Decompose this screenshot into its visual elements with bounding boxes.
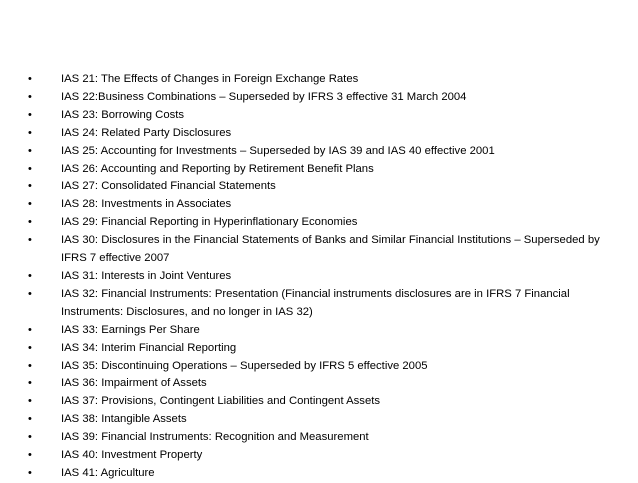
list-item-text: IAS 30: Disclosures in the Financial Statements of Banks and Similar Financial Institutions – Superseded by IFRS 7 effective 2007 [61, 234, 600, 265]
bullet-icon: • [28, 162, 32, 175]
list-item-text: IAS 35: Discontinuing Operations – Superseded by IFRS 5 effective 2005 [61, 359, 428, 372]
list-item-text: IAS 34: Interim Financial Reporting [61, 341, 237, 354]
list-item-text: IAS 37: Provisions, Contingent Liabilities and Contingent Assets [61, 395, 381, 408]
bullet-icon: • [28, 377, 32, 390]
bullet-icon: • [28, 108, 32, 121]
list-item [28, 322, 618, 340]
bullet-icon: • [28, 413, 32, 426]
list-item-text: IAS 25: Accounting for Investments – Superseded by IAS 39 and IAS 40 effective 2001 [61, 144, 495, 157]
list-item [28, 232, 618, 268]
list-item-text: IAS 33: Earnings Per Share [61, 323, 200, 336]
bullet-icon: • [28, 449, 32, 462]
list-item [28, 71, 618, 89]
list-item [28, 107, 618, 125]
list-item [28, 286, 618, 322]
list-item [28, 143, 618, 161]
list-item [28, 429, 618, 447]
list-item-text: IAS 24: Related Party Disclosures [61, 126, 232, 139]
list-item-text: IAS 28: Investments in Associates [61, 198, 232, 211]
bullet-icon: • [28, 90, 32, 103]
list-item [28, 465, 618, 483]
list-item [28, 375, 618, 393]
list-item-text: IAS 38: Intangible Assets [61, 413, 187, 426]
list-item-text: IAS 22:Business Combinations – Superseded by IFRS 3 effective 31 March 2004 [61, 90, 467, 103]
list-item-text: IAS 23: Borrowing Costs [61, 108, 185, 121]
list-item [28, 447, 618, 465]
standards-bullet-list [28, 71, 618, 483]
list-item [28, 340, 618, 358]
list-item-text: IAS 41: Agriculture [61, 466, 155, 479]
bullet-icon: • [28, 287, 32, 300]
list-item [28, 411, 618, 429]
bullet-icon: • [28, 144, 32, 157]
bullet-icon: • [28, 180, 32, 193]
list-item [28, 393, 618, 411]
list-item [28, 161, 618, 179]
list-item [28, 178, 618, 196]
bullet-icon: • [28, 234, 32, 247]
list-item [28, 358, 618, 376]
bullet-icon: • [28, 126, 32, 139]
list-item [28, 214, 618, 232]
bullet-icon: • [28, 216, 32, 229]
list-item-text: IAS 27: Consolidated Financial Statements [61, 180, 276, 193]
bullet-icon: • [28, 198, 32, 211]
list-item [28, 89, 618, 107]
bullet-icon: • [28, 431, 32, 444]
list-item-text: IAS 26: Accounting and Reporting by Retirement Benefit Plans [61, 162, 374, 175]
bullet-icon: • [28, 466, 32, 479]
bullet-icon: • [28, 341, 32, 354]
list-item-text: IAS 39: Financial Instruments: Recognition and Measurement [61, 431, 369, 444]
list-item-text: IAS 36: Impairment of Assets [61, 377, 207, 390]
list-item [28, 125, 618, 143]
list-item-text: IAS 40: Investment Property [61, 449, 203, 462]
bullet-icon: • [28, 269, 32, 282]
list-item-text: IAS 29: Financial Reporting in Hyperinflationary Economies [61, 216, 358, 229]
list-item [28, 196, 618, 214]
bullet-icon: • [28, 73, 32, 85]
list-item [28, 268, 618, 286]
list-item-text: IAS 31: Interests in Joint Ventures [61, 269, 232, 282]
bullet-icon: • [28, 395, 32, 408]
bullet-icon: • [28, 323, 32, 336]
bullet-icon: • [28, 359, 32, 372]
list-item-text: IAS 21: The Effects of Changes in Foreign Exchange Rates [61, 73, 359, 85]
list-item-text: IAS 32: Financial Instruments: Presentation (Financial instruments disclosures are in IFRS 7 Financial Instruments: Disclosures, and no longer in IAS 32) [61, 287, 570, 318]
